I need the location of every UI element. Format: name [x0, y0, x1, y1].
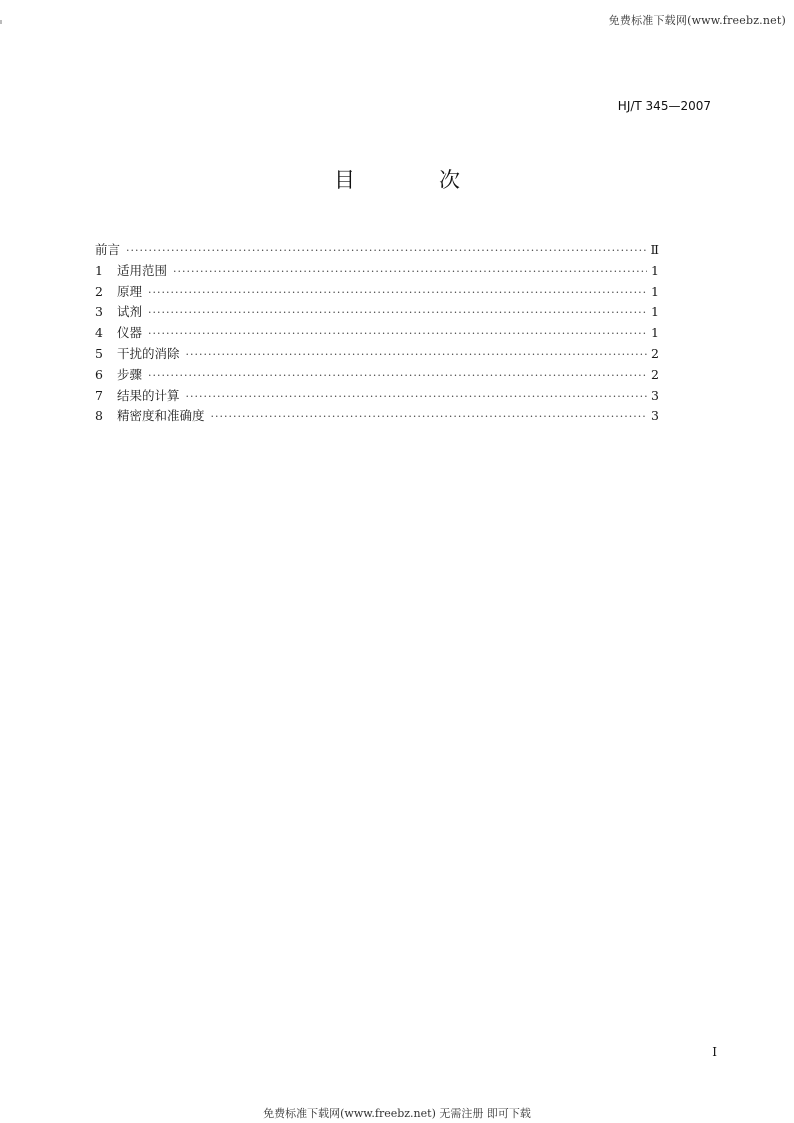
toc-leader-dots	[186, 348, 647, 361]
toc-entry-3[interactable]	[95, 302, 659, 323]
toc-leader-dots	[148, 286, 647, 299]
document-code: HJ/T 345—2007	[617, 99, 711, 113]
page-number: I	[712, 1045, 717, 1059]
watermark-top[interactable]: 免费标准下载网(www.freebz.net)	[608, 14, 786, 27]
toc-entry-page: 2	[651, 366, 659, 382]
toc-entry-number: 2	[95, 283, 103, 299]
toc-entry-label: 精密度和准确度	[117, 408, 205, 424]
watermark-bottom[interactable]: 免费标准下载网(www.freebz.net) 无需注册 即可下载	[263, 1107, 531, 1120]
toc-entry-4[interactable]	[95, 323, 659, 344]
toc-title	[0, 164, 794, 194]
toc-entry-5[interactable]	[95, 344, 659, 365]
toc-entry-label: 前言	[95, 242, 121, 257]
toc-entry-page: 1	[651, 325, 659, 341]
toc-title-left: 目	[334, 168, 355, 192]
toc-leader-dots	[211, 410, 647, 423]
toc-entry-label: 结果的计算	[117, 387, 180, 403]
toc-entry-number: 5	[95, 345, 103, 361]
toc-entry-page: 1	[651, 283, 659, 299]
toc-entry-label: 原理	[117, 283, 143, 299]
toc-title-right: 次	[439, 168, 460, 192]
toc-entry-label: 步骤	[117, 366, 143, 382]
toc-entry-page: 3	[651, 387, 659, 403]
toc-entry-page: 1	[651, 304, 659, 320]
toc-entry-number: 4	[95, 325, 103, 341]
toc-entry-page: 1	[651, 262, 659, 278]
toc-entry-1[interactable]	[95, 261, 659, 282]
toc-leader-dots	[126, 244, 646, 257]
toc-entry-page: 3	[651, 408, 659, 424]
scan-corner-mark	[0, 20, 2, 24]
toc-entry-8[interactable]	[95, 406, 659, 427]
toc-entry-label: 适用范围	[117, 262, 168, 278]
toc-entry-page: 2	[651, 345, 659, 361]
toc-leader-dots	[148, 306, 647, 319]
toc-leader-dots	[148, 369, 647, 382]
toc-entry-label: 仪器	[117, 325, 143, 341]
toc-entry-preface[interactable]	[95, 240, 659, 261]
toc-entry-6[interactable]	[95, 365, 659, 386]
toc-entry-number: 7	[95, 387, 103, 403]
toc-leader-dots	[186, 390, 647, 403]
toc-leader-dots	[173, 265, 647, 278]
toc-leader-dots	[148, 327, 647, 340]
toc-entry-label: 干扰的消除	[117, 345, 180, 361]
toc-entry-number: 3	[95, 304, 103, 320]
toc-entry-7[interactable]	[95, 386, 659, 407]
toc-entry-label: 试剂	[117, 304, 143, 320]
toc-entry-2[interactable]	[95, 282, 659, 303]
toc-entry-number: 6	[95, 366, 103, 382]
toc-entry-number: 1	[95, 262, 103, 278]
table-of-contents	[95, 240, 659, 427]
toc-entry-page: Ⅱ	[650, 242, 659, 257]
toc-entry-number: 8	[95, 408, 103, 424]
